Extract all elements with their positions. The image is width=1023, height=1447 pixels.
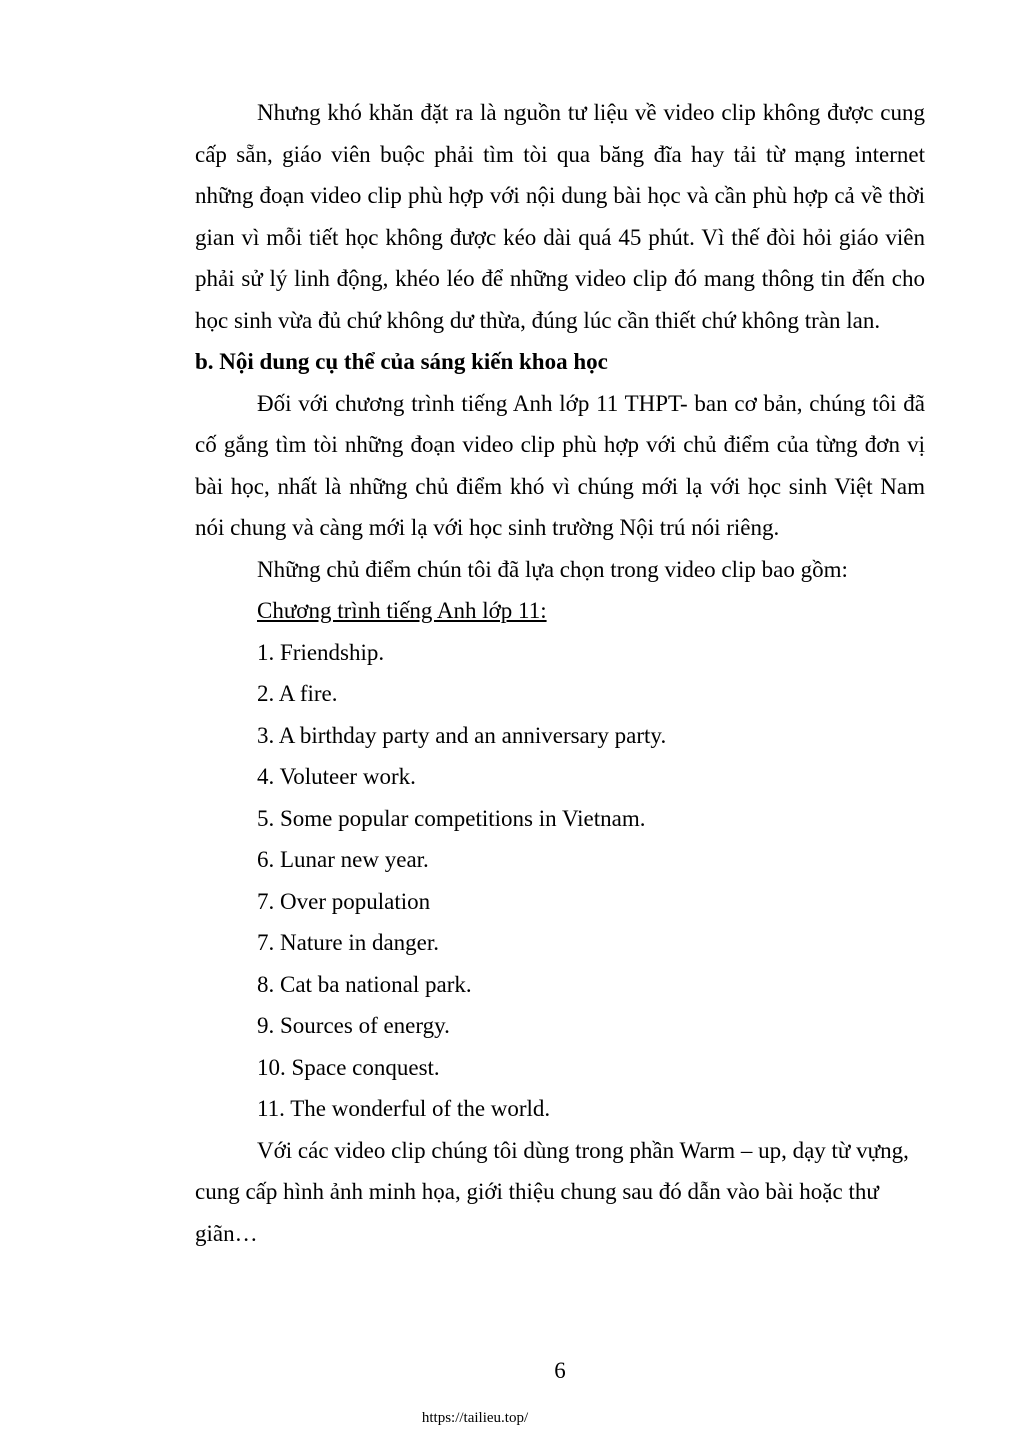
- program-title: [195, 590, 925, 632]
- topic-item: 6. Lunar new year.: [257, 847, 429, 872]
- paragraph-program-description: Đối với chương trình tiếng Anh lớp 11 THPT- ban cơ bản, chúng tôi đã cố gắng tìm tòi những đoạn video clip phù hợp với chủ điểm của từng đơn vị bài học, nhất là những chủ điểm khó vì chúng mới lạ với học sinh Việt Nam nói chung và càng mới lạ với học sinh trường Nội trú nói riêng.: [195, 390, 925, 540]
- document-body: [195, 92, 925, 1254]
- section-heading-b: b. Nội dung cụ thể của sáng kiến khoa học: [195, 349, 608, 374]
- topic-item: 4. Voluteer work.: [257, 764, 416, 789]
- topic-item: 3. A birthday party and an anniversary party.: [257, 722, 667, 748]
- topic-item: 9. Sources of energy.: [257, 1013, 450, 1038]
- page-number: 6: [554, 1358, 566, 1383]
- paragraph-warm-up-usage: Với các video clip chúng tôi dùng trong phần Warm – up, dạy từ vựng, cung cấp hình ảnh minh họa, giới thiệu chung sau đó dẫn vào bài hoặc thư giãn…: [195, 1137, 909, 1246]
- topic-item: 1. Friendship.: [257, 639, 385, 665]
- paragraph-video-source-difficulty: Nhưng khó khăn đặt ra là nguồn tư liệu về video clip không được cung cấp sẵn, giáo viên buộc phải tìm tòi qua băng đĩa hay tải từ mạng internet những đoạn video clip phù hợp với nội dung bài học và cần phù hợp cả về thời gian vì mỗi tiết học không được kéo dài quá 45 phút. Vì thế đòi hỏi giáo viên phải sử lý linh động, khéo léo để những video clip đó mang thông tin đến cho học sinh vừa đủ chứ không dư thừa, đúng lúc cần thiết chứ không tràn lan.: [195, 100, 925, 333]
- program-title-text: Chương trình tiếng Anh lớp 11:: [257, 598, 547, 623]
- footer-url-link[interactable]: https://tailieu.top/: [421, 1410, 529, 1426]
- topic-item: 2. A fire.: [257, 681, 338, 706]
- topic-list: [195, 632, 925, 1130]
- topic-item: 7. Over population: [257, 888, 431, 914]
- topic-item: 11. The wonderful of the world.: [257, 1096, 551, 1121]
- paragraph-topics-intro: Những chủ điểm chún tôi đã lựa chọn trong video clip bao gồm:: [257, 556, 848, 582]
- topic-item: 8. Cat ba national park.: [257, 971, 472, 997]
- topic-item: 7. Nature in danger.: [257, 930, 440, 955]
- topic-item: 10. Space conquest.: [257, 1054, 440, 1080]
- topic-item: 5. Some popular competitions in Vietnam.: [257, 805, 646, 831]
